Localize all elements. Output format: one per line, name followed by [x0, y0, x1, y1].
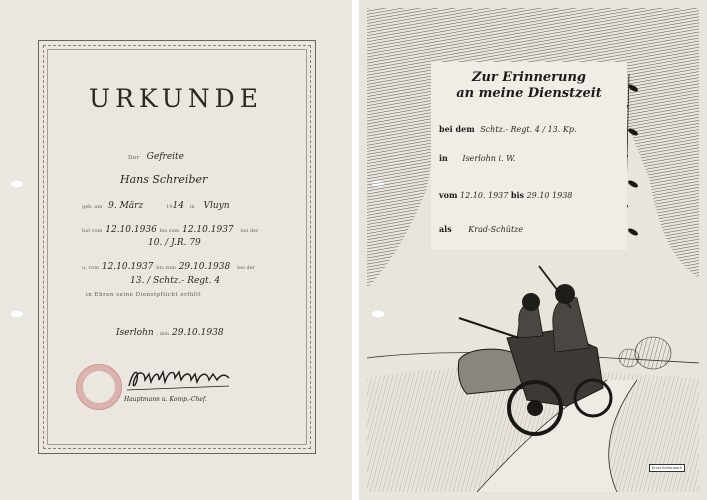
souvenir-unit-line: bei dem Schtz.- Regt. 4 / 13. Kp.: [439, 124, 577, 134]
signature: [125, 366, 235, 396]
place-date-line: Iserlohn , den 29.10.1938: [116, 328, 224, 338]
person-name: Hans Schreiber: [120, 173, 208, 186]
unit2-line: [130, 276, 220, 286]
unit1-line: [148, 238, 201, 248]
punch-hole-top: [10, 180, 24, 188]
birth-date: 9. März: [108, 201, 144, 211]
official-stamp: [76, 364, 122, 410]
souvenir-role-line: als Krad-Schütze: [439, 224, 524, 234]
souvenir-unit: Schtz.- Regt. 4 / 13. Kp.: [480, 125, 577, 134]
birth-year: 14: [172, 201, 184, 211]
souvenir-page: [359, 0, 707, 500]
unit2: 13. / Schtz.- Regt. 4: [130, 276, 221, 286]
punch-hole-bottom: [10, 310, 24, 318]
souvenir-title-line1: Zur Erinnerung: [471, 70, 587, 85]
service2-line: u. vom 12.10.1937 bis zum 29.10.1938 bei der: [82, 262, 256, 272]
unit1: 10. / J.R. 79: [148, 238, 201, 248]
artist-signature: Ernst Kuttenbach: [649, 464, 685, 472]
birth-place: Vluyn: [203, 201, 230, 211]
rank-value: Gefreite: [146, 152, 184, 162]
rank-line: Der Gefreite: [128, 152, 184, 162]
souvenir-city-line: in Iserlohn i. W.: [439, 153, 516, 163]
souvenir-title-line2: an meine Dienstzeit: [456, 86, 602, 101]
certificate-title: URKUNDE: [89, 84, 263, 113]
souvenir-period-line: vom 12.10. 1937 bis 29.10 1938: [439, 190, 573, 200]
issue-city: Iserlohn: [116, 328, 154, 338]
birth-line: geb. am 9. März 1914 in Vluyn: [82, 201, 230, 211]
signer-title: Hauptmann u. Komp.-Chef.: [124, 396, 207, 403]
service1-line: hat vom 12.10.1936 bis zum 12.10.1937 bei der: [82, 225, 259, 235]
souvenir-city: Iserlohn i. W.: [462, 154, 516, 163]
souvenir-from: 12.10. 1937: [460, 191, 509, 200]
certificate-page: [0, 0, 352, 500]
issue-date: 29.10.1938: [172, 328, 224, 338]
souvenir-role: Krad-Schütze: [468, 225, 524, 234]
duty-text: in Ehren seine Dienstpflicht erfüllt: [86, 292, 202, 298]
souvenir-to: 29.10 1938: [526, 191, 573, 200]
name-line: [120, 173, 207, 186]
